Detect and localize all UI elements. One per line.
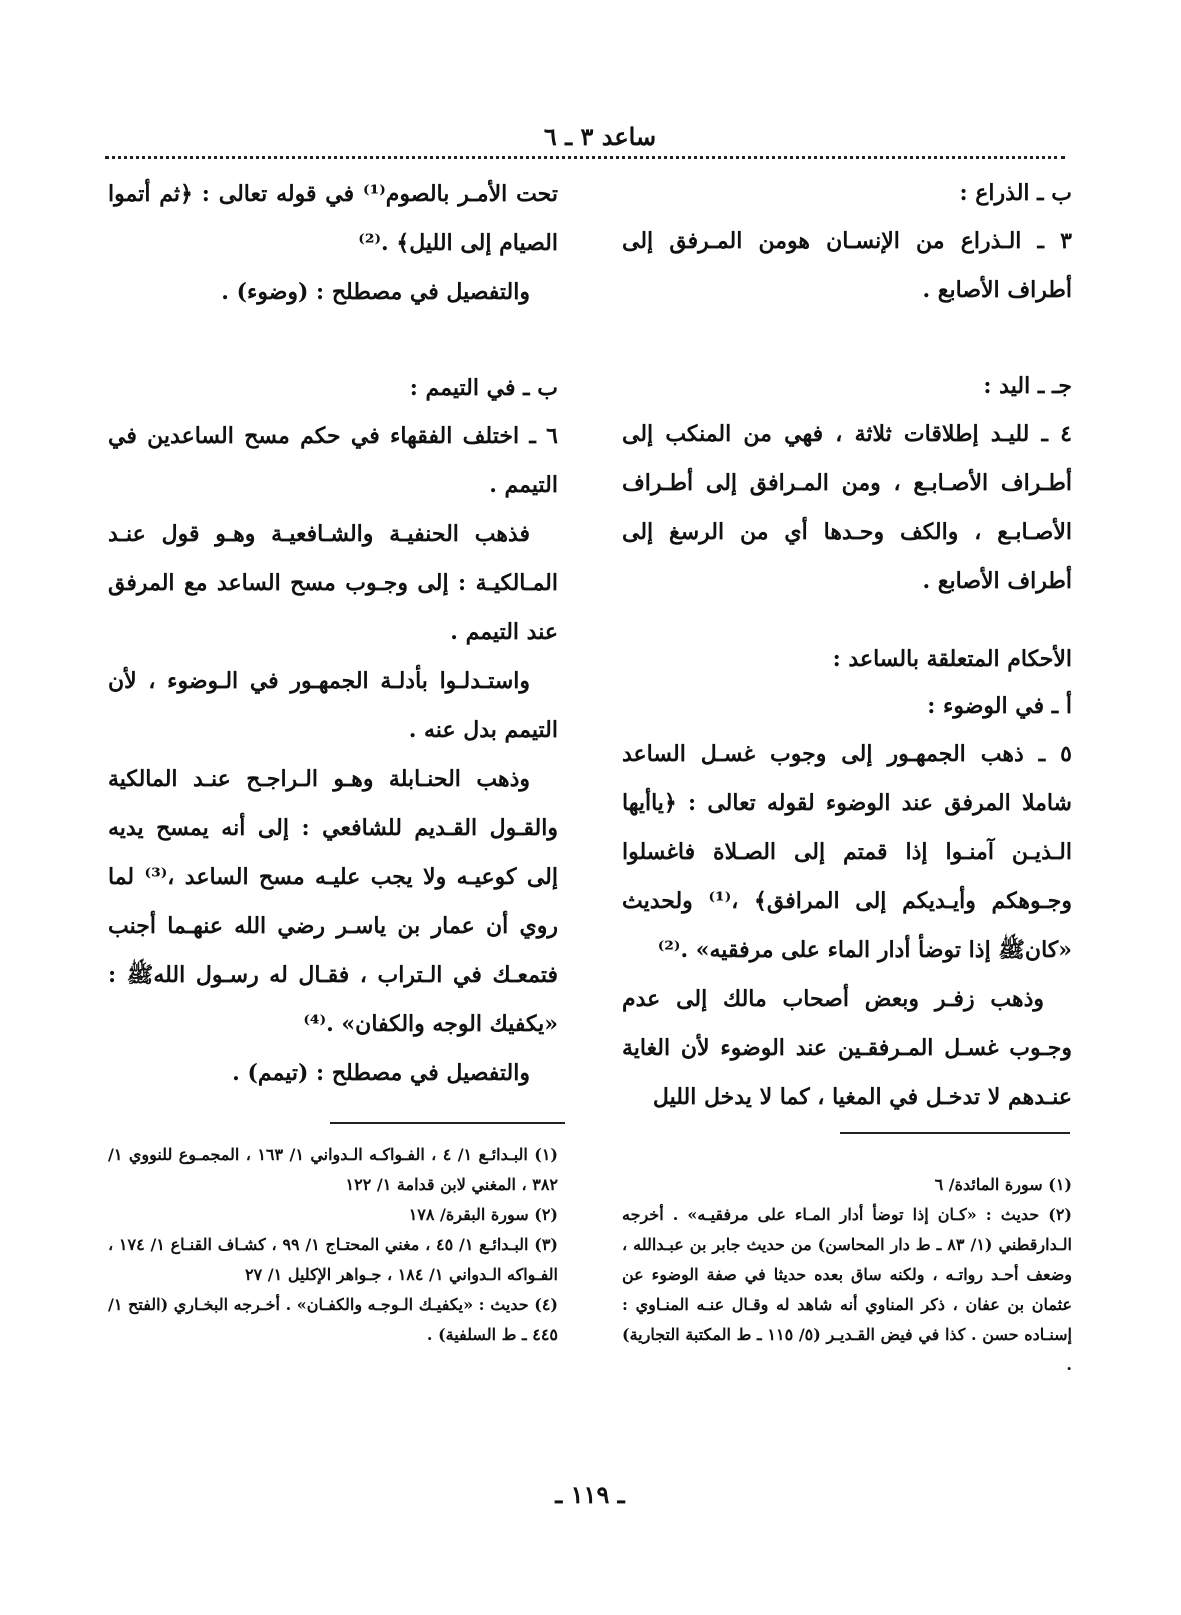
footnote-right-1: (١) سورة المائدة/ ٦ — [934, 1175, 1072, 1194]
paragraph-continued: تحت الأمـر بالصوم⁽¹⁾ في قوله تعالى : ﴿ثم أتموا الصيام إلى الليل﴾ .⁽²⁾ — [108, 181, 558, 256]
footnote-right-2: (٢) حديث : «كـان إذا توضأ أدار المـاء على مرفقيـه» . أخرجه الـدارقطني (١/ ٨٣ ـ ط دار المحاسن) من حديث جابر بن عبـدالله ، وضعف أحـد رواتـه ، ولكنه ساق بعده حديثا في صفة الوضوء عن عثمان بن عفان ، ذكر المناوي أنه شاهد له وقـال عنـه المنـاوي : إسنـاده حسن . كذا في فيض القـديـر (٥/ ١١٥ ـ ط المكتبة التجارية) . — [622, 1205, 1073, 1374]
footnote-left-1: (١) البـدائـع ١/ ٤ ، الفـواكـه الـدواني ١/ ١٦٣ ، المجمـوع للنووي ١/ ٣٨٢ ، المغني لابن قدامة ١/ ١٢٢ — [108, 1145, 558, 1194]
heading-ablution: أ ـ في الوضوء : — [927, 693, 1072, 719]
paragraph-4: ٤ ـ لليـد إطلاقات ثلاثة ، فهي من المنكب إلى أطـراف الأصـابـع ، ومن المـرافق إلى أطـراف الأصـابـع ، والكف وحـدها أي من الرسغ إلى أطراف الأصابع . — [622, 421, 1072, 594]
header-divider — [105, 156, 1065, 159]
paragraph-6c: واستـدلـوا بأدلـة الجمهـور في الـوضوء ، لأن التيمم بدل عنه . — [108, 668, 558, 743]
footnotes-left — [108, 1140, 558, 1350]
heading-rulings: الأحكام المتعلقة بالساعد : — [832, 646, 1072, 672]
paragraph-5b: وذهب زفـر وبعض أصحاب مالك إلى عدم وجـوب غسـل المـرفقـين عند الوضوء لأن الغاية عنـدهم لا تدخـل في المغيا ، كما لا يدخل الليل — [622, 986, 1072, 1110]
right-column — [622, 170, 1072, 1122]
paragraph-6b: فذهب الحنفيـة والشـافعيـة وهـو قول عنـد المـالكيـة : إلى وجـوب مسح الساعد مع المرفق عند التيمم . — [108, 521, 558, 645]
paragraph-6d: وذهب الحنـابلة وهـو الـراجـح عنـد المالكية والقـول القـديم للشافعي : إلى أنه يمسح يديه إلى كوعيـه ولا يجب عليـه مسح الساعد ،⁽³⁾ لما روي أن عمار بن ياسـر رضي الله عنهـما أجنب فتمعـك في الـتراب ، فقـال له رسـول اللهﷺ : «يكفيك الوجه والكفان» .⁽⁴⁾ — [108, 766, 558, 1037]
heading-hand: جـ ـ اليد : — [983, 373, 1072, 399]
paragraph-6: ٦ ـ اختلف الفقهاء في حكم مسح الساعدين في التيمم . — [108, 423, 558, 498]
footnote-divider-right — [840, 1132, 1070, 1134]
heading-tayammum: ب ـ في التيمم : — [409, 375, 558, 401]
paragraph-5: ٥ ـ ذهب الجمهـور إلى وجوب غسـل الساعد شاملا المرفق عند الوضوء لقوله تعالى : ﴿ياأيها الـذيـن آمنـوا إذا قمتم إلى الصـلاة فاغسلوا وجـوهكم وأيـديكم إلى المرافق﴾ ،⁽¹⁾ ولحديث «كانﷺ إذا توضأ أدار الماء على مرفقيه» .⁽²⁾ — [622, 741, 1072, 963]
footnote-left-2: (٢) سورة البقرة/ ١٧٨ — [408, 1205, 558, 1224]
page-number: ـ ١١٩ ـ — [555, 1480, 625, 1509]
paragraph-continued-2: والتفصيل في مصطلح : (وضوء) . — [221, 279, 530, 305]
running-header: ساعد ٣ ـ ٦ — [543, 122, 657, 151]
paragraph-3: ٣ ـ الـذراع من الإنسـان هومن المـرفق إلى أطراف الأصابع . — [622, 228, 1072, 303]
left-column — [108, 170, 558, 1098]
heading-forearm: ب ـ الذراع : — [959, 180, 1072, 206]
footnote-divider-left — [330, 1122, 565, 1124]
footnote-left-4: (٤) حديث : «يكفيـك الـوجـه والكفـان» . أخـرجه البخـاري (الفتح ١/ ٤٤٥ ـ ط السلفية) . — [108, 1295, 558, 1344]
footnotes-right — [622, 1170, 1072, 1380]
paragraph-6e: والتفصيل في مصطلح : (تيمم) . — [232, 1060, 530, 1086]
footnote-left-3: (٣) البـدائـع ١/ ٤٥ ، مغني المحتـاج ١/ ٩٩ ، كشـاف القنـاع ١/ ١٧٤ ، الفـواكه الـدواني ١/ ١٨٤ ، جـواهر الإكليل ١/ ٢٧ — [108, 1235, 558, 1284]
